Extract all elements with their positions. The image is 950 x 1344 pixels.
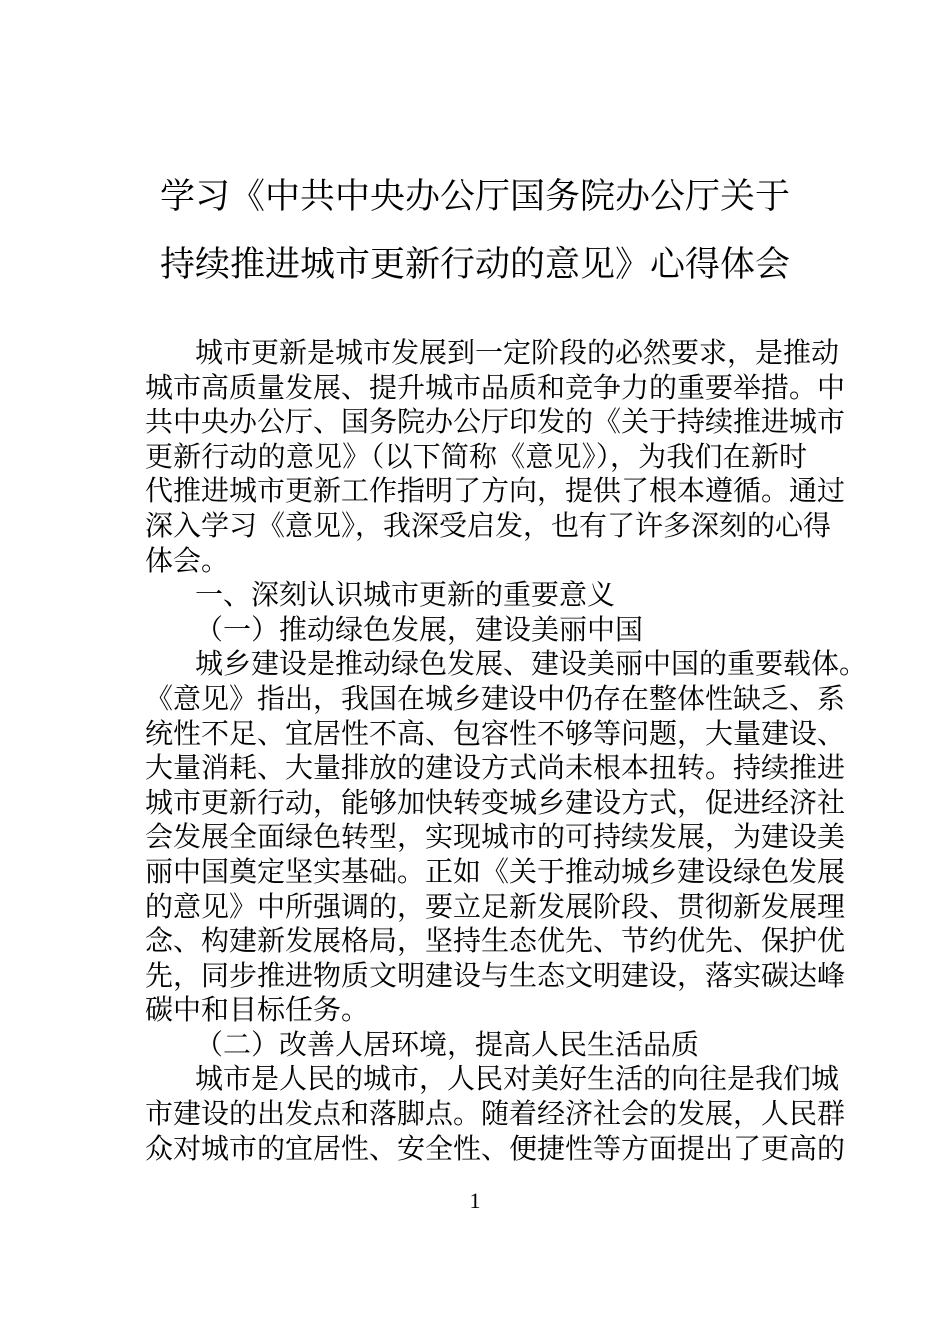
text-line: （一）推动绿色发展，建设美丽中国: [195, 612, 644, 646]
text-line: 市建设的出发点和落脚点。随着经济社会的发展，人民群: [145, 1097, 846, 1131]
text-line: 《意见》指出，我国在城乡建设中仍存在整体性缺乏、系: [145, 681, 846, 715]
page-number: 1: [469, 1188, 481, 1213]
text-line: 代推进城市更新工作指明了方向，提供了根本遵循。通过: [145, 474, 846, 508]
text-line: 共中央办公厅、国务院办公厅印发的《关于持续推进城市: [145, 405, 846, 439]
text-line: 城市更新行动，能够加快转变城乡建设方式，促进经济社: [145, 785, 846, 819]
text-line: 的意见》中所强调的，要立足新发展阶段、贯彻新发展理: [145, 889, 846, 923]
text-line: 先，同步推进物质文明建设与生态文明建设，落实碳达峰: [145, 958, 846, 992]
text-line: 城市高质量发展、提升城市品质和竞争力的重要举措。中: [145, 370, 846, 404]
document-title-line-2: 持续推进城市更新行动的意见》心得体会: [159, 245, 790, 285]
text-line: 深入学习《意见》，我深受启发，也有了许多深刻的心得: [145, 508, 832, 542]
text-line: 城市是人民的城市，人民对美好生活的向往是我们城: [195, 1062, 840, 1096]
document-body: [145, 336, 868, 1166]
text-line: 更新行动的意见》（以下简称《意见》），为我们在新时: [145, 439, 807, 473]
text-line: 一、深刻认识城市更新的重要意义: [195, 578, 616, 612]
text-line: 众对城市的宜居性、安全性、便捷性等方面提出了更高的: [145, 1131, 846, 1165]
text-line: 大量消耗、大量排放的建设方式尚未根本扭转。持续推进: [145, 751, 846, 785]
text-line: （二）改善人居环境，提高人民生活品质: [195, 1027, 700, 1061]
text-line: 丽中国奠定坚实基础。正如《关于推动城乡建设绿色发展: [145, 854, 846, 888]
text-line: 城市更新是城市发展到一定阶段的必然要求，是推动: [195, 336, 840, 369]
text-line: 统性不足、宜居性不高、包容性不够等问题，大量建设、: [145, 716, 846, 750]
text-line: 碳中和目标任务。: [145, 993, 370, 1027]
text-line: 念、构建新发展格局，坚持生态优先、节约优先、保护优: [145, 924, 846, 958]
document-title-line-1: 学习《中共中央办公厅国务院办公厅关于: [159, 177, 790, 217]
text-line: 会发展全面绿色转型，实现城市的可持续发展，为建设美: [145, 820, 846, 854]
text-line: 城乡建设是推动绿色发展、建设美丽中国的重要载体。: [195, 647, 868, 681]
text-line: 体会。: [145, 543, 230, 577]
